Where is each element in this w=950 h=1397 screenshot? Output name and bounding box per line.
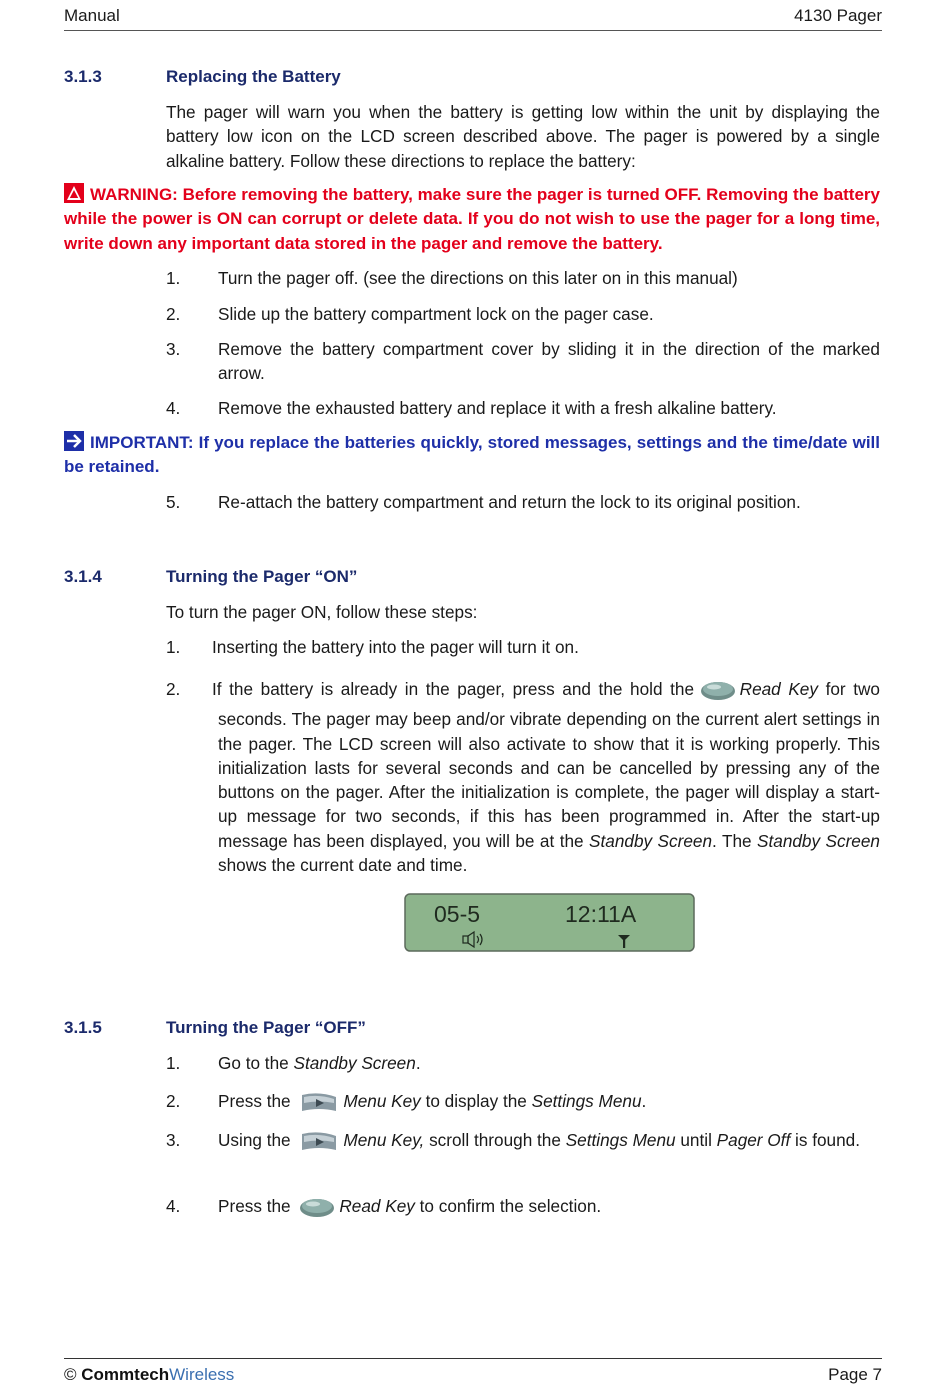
arrow-right-icon	[64, 431, 84, 451]
warning-text: WARNING: Before removing the battery, make sure the pager is turned OFF. Removing the battery while the power is ON can corrupt or delete data. If you do not wish to use the pager for a long time, write down any important data stored in the pager and remove the battery.	[64, 185, 880, 253]
header-left: Manual	[64, 6, 120, 25]
section-title: Turning the Pager “ON”	[166, 567, 358, 586]
warning-note	[64, 183, 880, 256]
header-right: 4130 Pager	[794, 6, 882, 25]
section-title: Turning the Pager “OFF”	[166, 1018, 366, 1037]
menu-key-icon	[299, 1091, 339, 1119]
read-key-icon	[706, 679, 736, 707]
menu-key-icon	[299, 1130, 339, 1158]
important-text: IMPORTANT: If you replace the batteries quickly, stored messages, settings and the time/date will be retained.	[64, 433, 880, 477]
manual-page: Manual 4130 Pager 3.1.3 Replacing the Battery The pager will warn you when the battery is getting low within the unit by displaying the battery low icon on the LCD screen described above. The pager is powered by a single alkaline battery. Follow these directions to replace the battery: WARNING: Before removing the battery, make sure the pager is turned OFF. Removing the battery while the power is ON can corrupt or delete data. If you do not wish to use the pager for a long time, write down any important data stored in the pager and remove the battery. 1. Turn the pager off. (see the directions on this later on in this manual) 2. Slide up the battery compartment lock on the pager case. 3. Remove the battery compartment cover by sliding it in the direction of the marked arrow. 4. Remove the exhausted battery and replace it with a fresh alkaline battery. IMPORTANT: If you replace the batteries quickly, stored messages, settings and the time/date will be retained. 5. Re-attach the battery compartment and return the lock to its original position. 3.1.4 Turning the Pager “ON” To turn the pager ON, follow these steps: 1. Inserting the battery into the pager will turn it on. 2. If the battery is already in the pager, press and the hold the Read Key for two seconds. The pager may beep and/or vibrate depending on the current alert settings in the pager. The LCD screen will also activate to show that it is working properly. This initialization lasts for several seconds and can be cancelled by pressing any of the buttons on the pager. After the initialization is complete, the pager will display a start-up message for two seconds, if this has been programmed in. After the start-up message has been displayed, you will be at the Standby Screen. The Standby Screen shows the current date and time. 05-5 12:11A 3.1.5 Turning the Pager “OFF” 1. Go to the Standby Screen. 2. Press the Menu Key to display the Settings Menu. 3. Using the Menu Key, scroll through the Settings Menu until Pager Off is found. 4. Press the Read Key to confirm the selection. © CommtechWireless Page 7	[64, 6, 882, 1384]
page-number: Page 7	[828, 1365, 882, 1384]
section-number: 3.1.3	[64, 67, 102, 86]
section-number: 3.1.4	[64, 567, 102, 586]
turn-on-intro: To turn the pager ON, follow these steps:	[166, 602, 478, 622]
page-header	[64, 6, 882, 31]
lcd-time: 12:11A	[565, 901, 637, 927]
section-title: Replacing the Battery	[166, 67, 341, 86]
important-note	[64, 431, 880, 480]
lcd-date: 05-5	[434, 901, 481, 927]
battery-intro-paragraph: The pager will warn you when the battery is getting low within the unit by displaying the battery low icon on the LCD screen described above. The pager is powered by a single alkaline battery. Follow these directions to replace the battery:	[166, 102, 880, 171]
section-number: 3.1.5	[64, 1018, 102, 1037]
warning-triangle-icon	[64, 183, 84, 203]
footer-brand: © CommtechWireless	[64, 1365, 235, 1384]
standby-screen-lcd	[404, 893, 695, 952]
read-key-icon	[299, 1196, 335, 1224]
page-footer	[64, 1358, 882, 1384]
